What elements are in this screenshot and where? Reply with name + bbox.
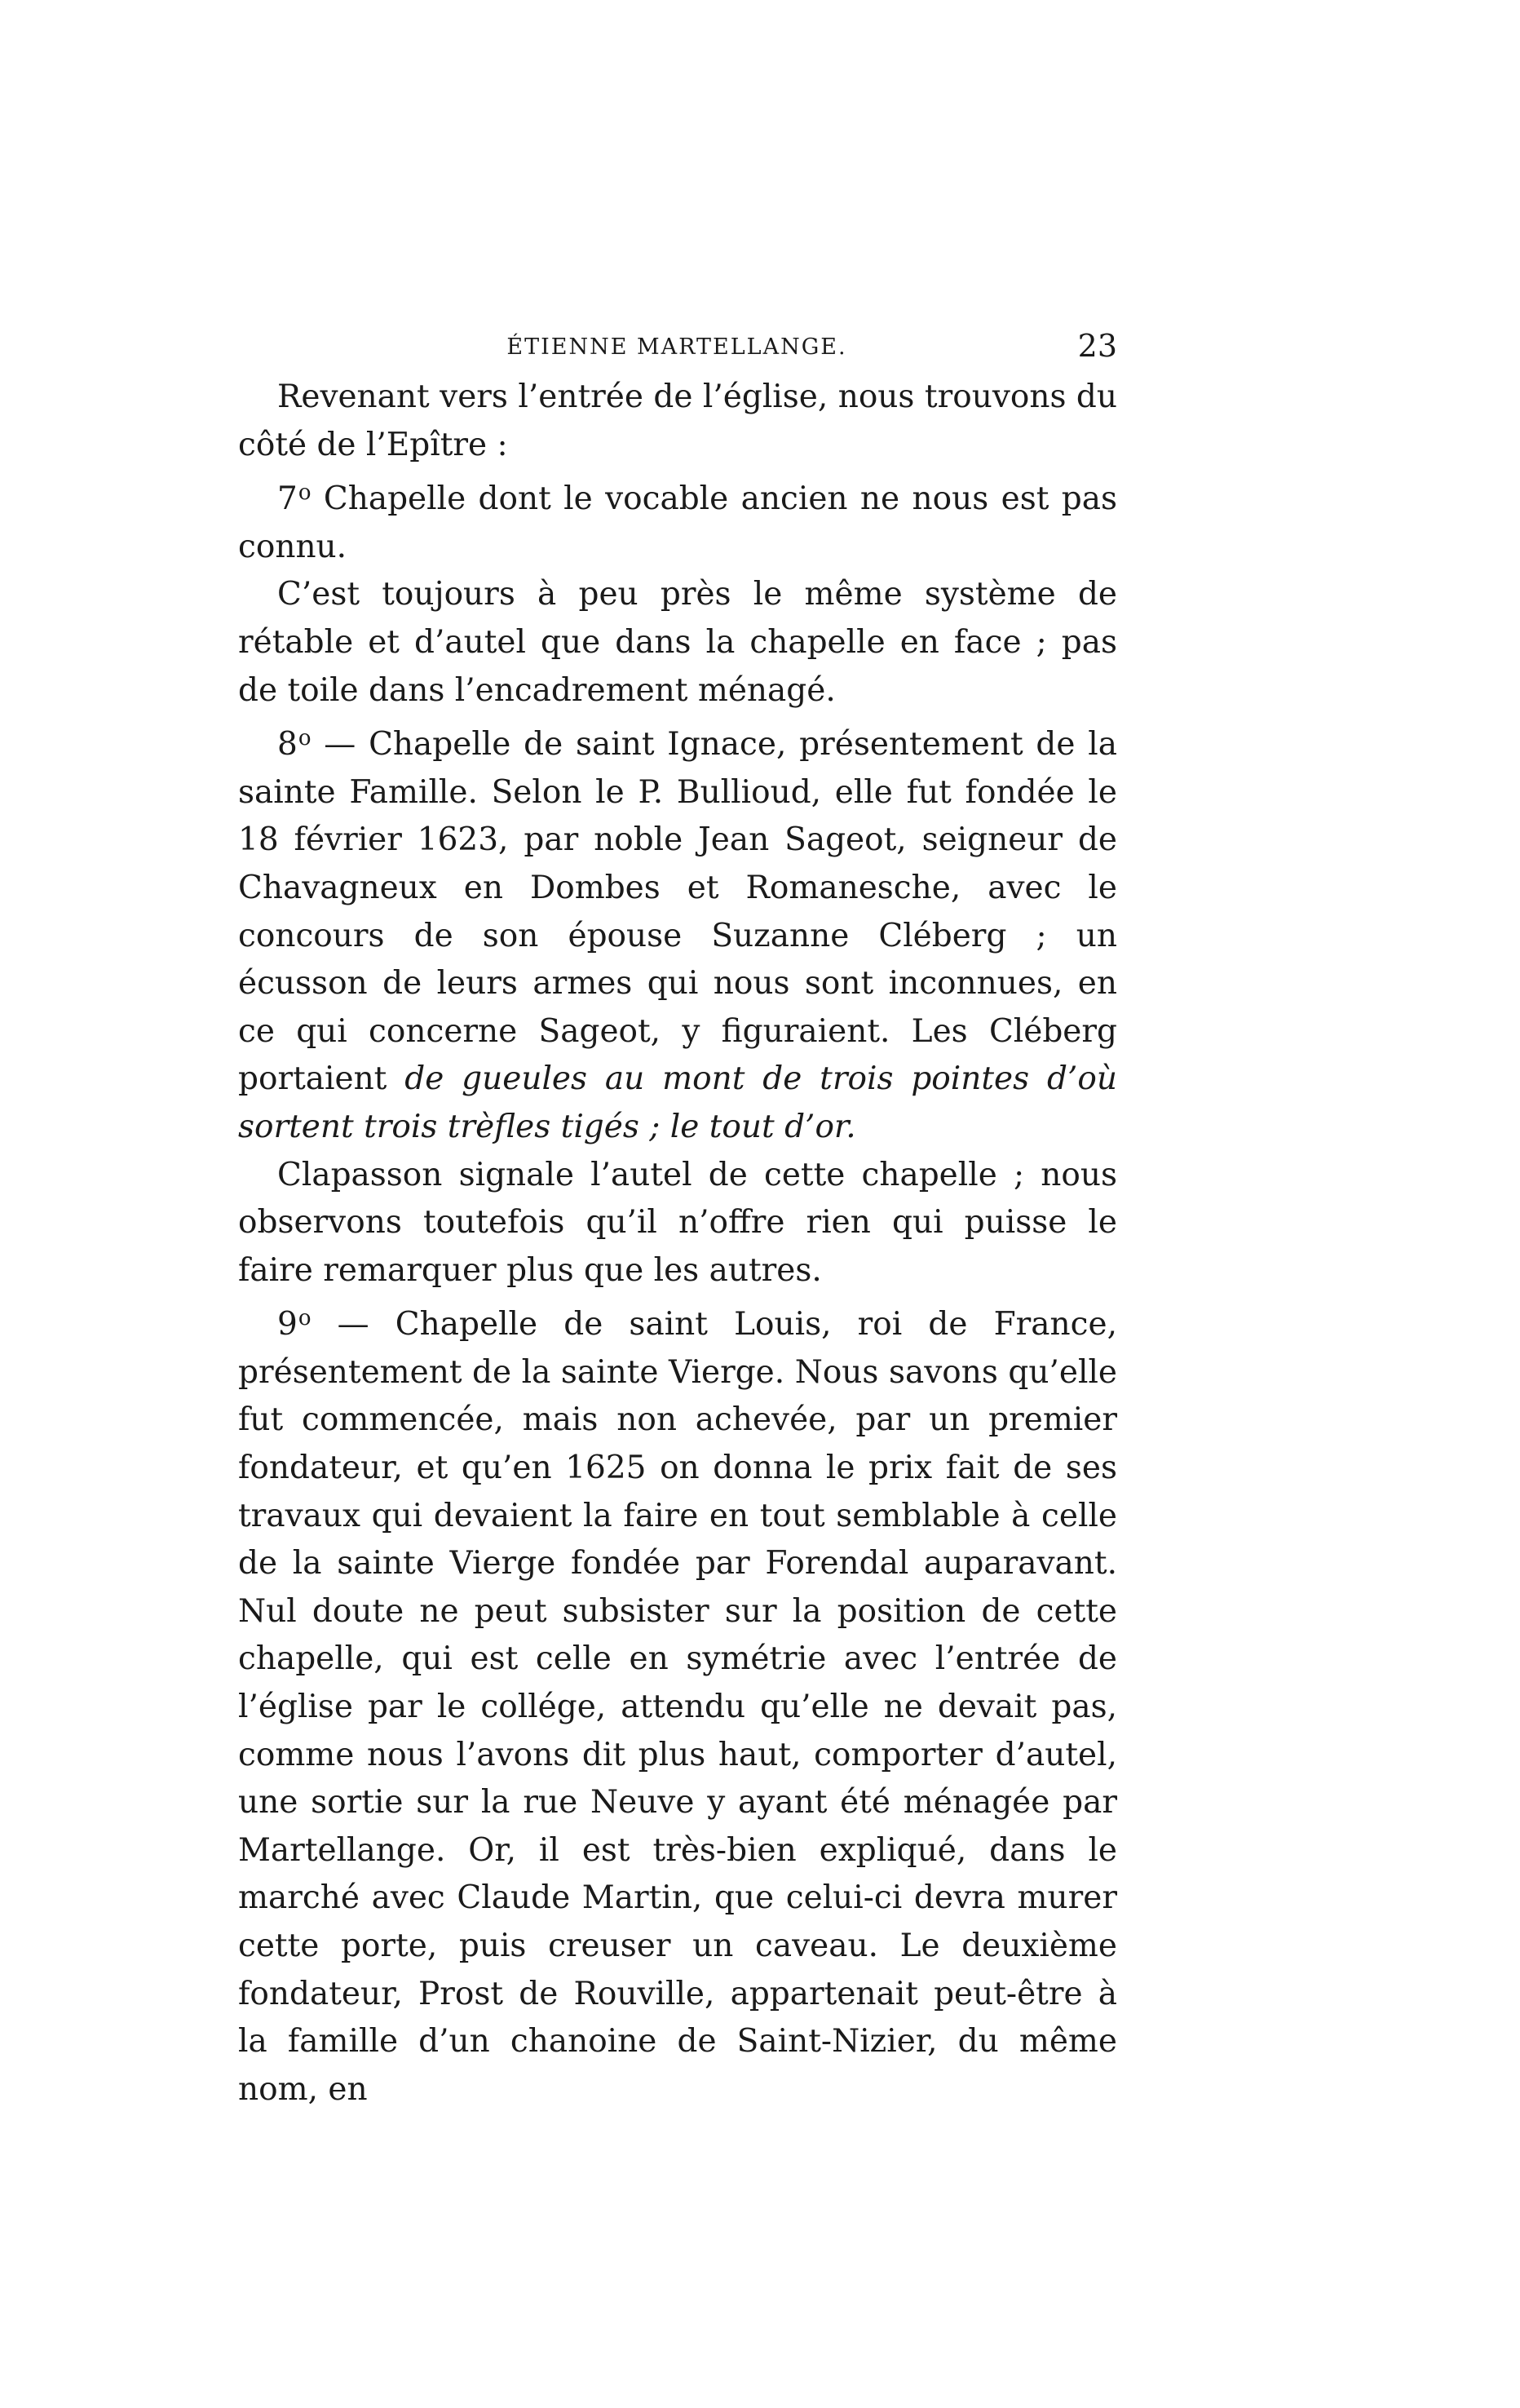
running-head [236,328,1117,369]
paragraph-6-number: 9 [277,1306,298,1343]
paragraph-4-number: 8 [277,726,298,764]
paragraph-2-text: Chapelle dont le vocable ancien ne nous est pas connu. [238,480,1117,565]
paragraph-2 [238,469,1117,571]
running-title: ÉTIENNE MARTELLANGE. [506,334,847,360]
paragraph-4-ordinal: o [298,726,312,751]
page-number: 23 [1077,328,1117,364]
paragraph-4-text: — Chapelle de saint Ignace, présentement de la sainte Famille. Selon le P. Bullioud, elle fut fondée le 18 février 1623, par noble Jean Sageot, seigneur de Chavagneux en Dombes et Romanesche, avec le concours de son épouse Suzanne Cléberg ; un écusson de leurs armes qui nous sont inconnues, en ce qui concerne Sageot, y figuraient. Les Cléberg portaient [238,726,1117,1098]
paragraph-4-blazon: de gueules au mont de trois pointes d’où sortent trois trèfles tigés ; le tout d’or. [238,1060,1117,1145]
paragraph-6-text: — Chapelle de saint Louis, roi de France, présentement de la sainte Vierge. Nous savons qu’elle fut commencée, mais non achevée, par un premier fondateur, et qu’en 1625 on donna le prix fait de ses travaux qui devaient la faire en tout semblable à celle de la sainte Vierge fondée par Forendal auparavant. Nul doute ne peut subsister sur la position de cette chapelle, qui est celle en symétrie avec l’entrée de l’église par le collége, attendu qu’elle ne devait pas, comme nous l’avons dit plus haut, comporter d’autel, une sortie sur la rue Neuve y ayant été ménagée par Martellange. Or, il est très-bien expliqué, dans le marché avec Claude Martin, que celui-ci devra murer cette porte, puis creuser un caveau. Le deuxième fondateur, Prost de Rouville, appartenait peut-être à la famille d’un chanoine de Saint-Nizier, du même nom, en [238,1306,1117,2108]
paragraph-3-text: C’est toujours à peu près le même système de rétable et d’autel que dans la chapelle en face ; pas de toile dans l’encadrement ménagé. [238,576,1117,709]
paragraph-5-text: Clapasson signale l’autel de cette chapelle ; nous observons toutefois qu’il n’offre rien qui puisse le faire remarquer plus que les autres. [238,1156,1117,1289]
paragraph-1 [238,374,1117,469]
paragraph-3 [238,571,1117,715]
paragraph-2-number: 7 [277,480,298,518]
paragraph-6-ordinal: o [298,1306,312,1331]
body-text [238,374,1117,2114]
paragraph-5 [238,1152,1117,1295]
paragraph-2-ordinal: o [298,480,312,506]
paragraph-6 [238,1295,1117,2114]
paragraph-4 [238,715,1117,1151]
paragraph-1-text: Revenant vers l’entrée de l’église, nous trouvons du côté de l’Epître : [238,378,1117,463]
